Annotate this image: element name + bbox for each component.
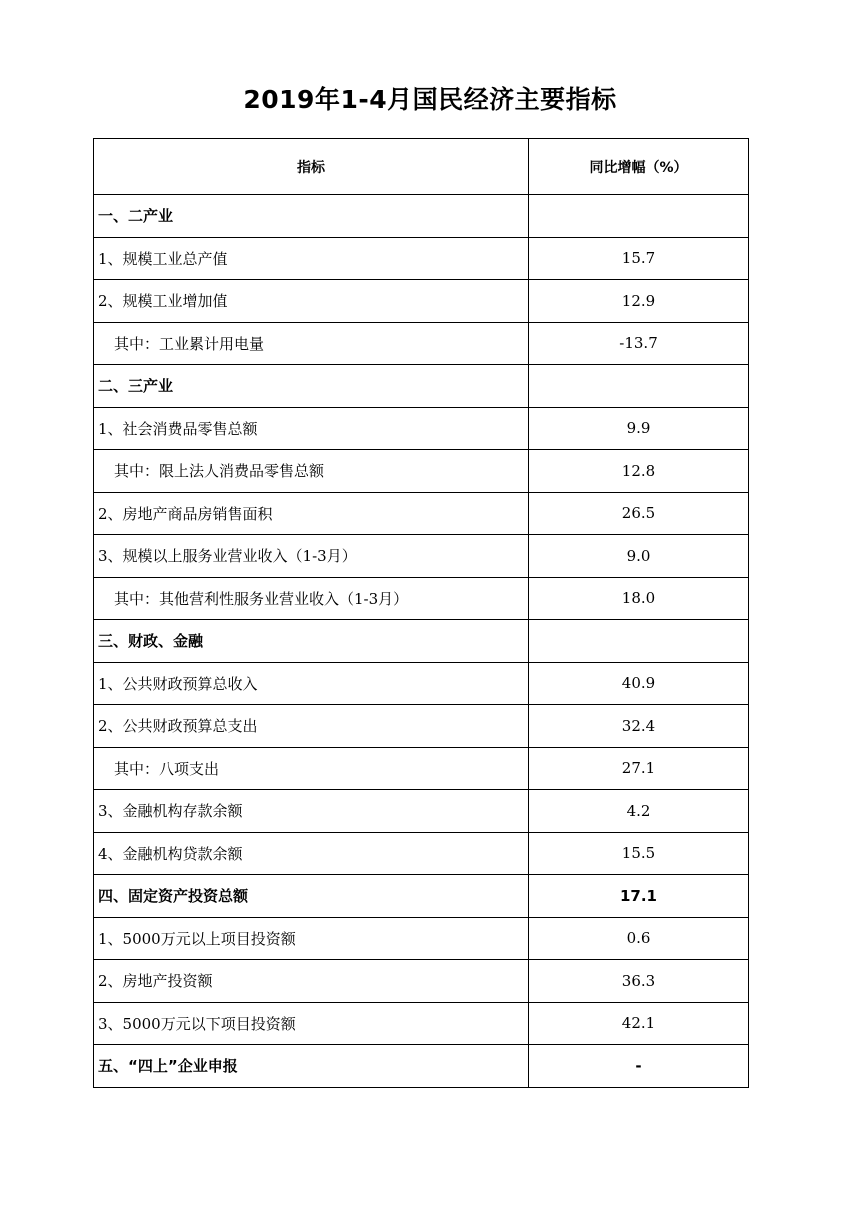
change-value: 12.9 <box>529 280 749 323</box>
change-value <box>529 620 749 663</box>
indicator-label: 2、规模工业增加值 <box>94 280 529 323</box>
table-header-row <box>94 139 749 195</box>
change-value: 18.0 <box>529 577 749 620</box>
indicator-label: 1、5000万元以上项目投资额 <box>94 917 529 960</box>
table-row <box>94 237 749 280</box>
section-row <box>94 195 749 238</box>
table-row <box>94 322 749 365</box>
table-row <box>94 790 749 833</box>
indicator-label: 其中：其他营利性服务业营业收入（1-3月） <box>94 577 529 620</box>
table-row <box>94 747 749 790</box>
change-value: 42.1 <box>529 1002 749 1045</box>
change-value: 17.1 <box>529 875 749 918</box>
header-indicator: 指标 <box>94 139 529 195</box>
table-row <box>94 662 749 705</box>
change-value: 4.2 <box>529 790 749 833</box>
section-row <box>94 620 749 663</box>
change-value: 9.9 <box>529 407 749 450</box>
change-value: - <box>529 1045 749 1088</box>
change-value: 27.1 <box>529 747 749 790</box>
indicator-label: 3、金融机构存款余额 <box>94 790 529 833</box>
indicator-label: 2、房地产商品房销售面积 <box>94 492 529 535</box>
indicator-label: 三、财政、金融 <box>94 620 529 663</box>
table-row <box>94 407 749 450</box>
indicator-table <box>93 138 749 1088</box>
change-value: 26.5 <box>529 492 749 535</box>
indicator-label: 4、金融机构贷款余额 <box>94 832 529 875</box>
indicator-label: 其中：工业累计用电量 <box>94 322 529 365</box>
change-value: 32.4 <box>529 705 749 748</box>
indicator-label: 3、5000万元以下项目投资额 <box>94 1002 529 1045</box>
indicator-label: 2、房地产投资额 <box>94 960 529 1003</box>
section-row <box>94 875 749 918</box>
table-row <box>94 577 749 620</box>
indicator-label: 其中：八项支出 <box>94 747 529 790</box>
indicator-label: 其中：限上法人消费品零售总额 <box>94 450 529 493</box>
indicator-label: 二、三产业 <box>94 365 529 408</box>
change-value: 36.3 <box>529 960 749 1003</box>
change-value: 15.7 <box>529 237 749 280</box>
table-row <box>94 705 749 748</box>
change-value: -13.7 <box>529 322 749 365</box>
table-row <box>94 832 749 875</box>
table-row <box>94 960 749 1003</box>
change-value: 40.9 <box>529 662 749 705</box>
indicator-label: 五、“四上”企业申报 <box>94 1045 529 1088</box>
indicator-label: 一、二产业 <box>94 195 529 238</box>
indicator-label: 四、固定资产投资总额 <box>94 875 529 918</box>
indicator-label: 3、规模以上服务业营业收入（1-3月） <box>94 535 529 578</box>
table-row <box>94 492 749 535</box>
change-value: 9.0 <box>529 535 749 578</box>
page-title: 2019年1-4月国民经济主要指标 <box>243 85 617 114</box>
change-value: 15.5 <box>529 832 749 875</box>
indicator-label: 2、公共财政预算总支出 <box>94 705 529 748</box>
indicator-label: 1、公共财政预算总收入 <box>94 662 529 705</box>
section-row <box>94 1045 749 1088</box>
table-row <box>94 535 749 578</box>
change-value: 0.6 <box>529 917 749 960</box>
header-change: 同比增幅（%） <box>529 139 749 195</box>
table-row <box>94 917 749 960</box>
table-row <box>94 280 749 323</box>
indicator-label: 1、社会消费品零售总额 <box>94 407 529 450</box>
section-row <box>94 365 749 408</box>
change-value <box>529 365 749 408</box>
table-row <box>94 450 749 493</box>
table-body <box>94 195 749 1088</box>
indicator-label: 1、规模工业总产值 <box>94 237 529 280</box>
table-row <box>94 1002 749 1045</box>
change-value: 12.8 <box>529 450 749 493</box>
change-value <box>529 195 749 238</box>
